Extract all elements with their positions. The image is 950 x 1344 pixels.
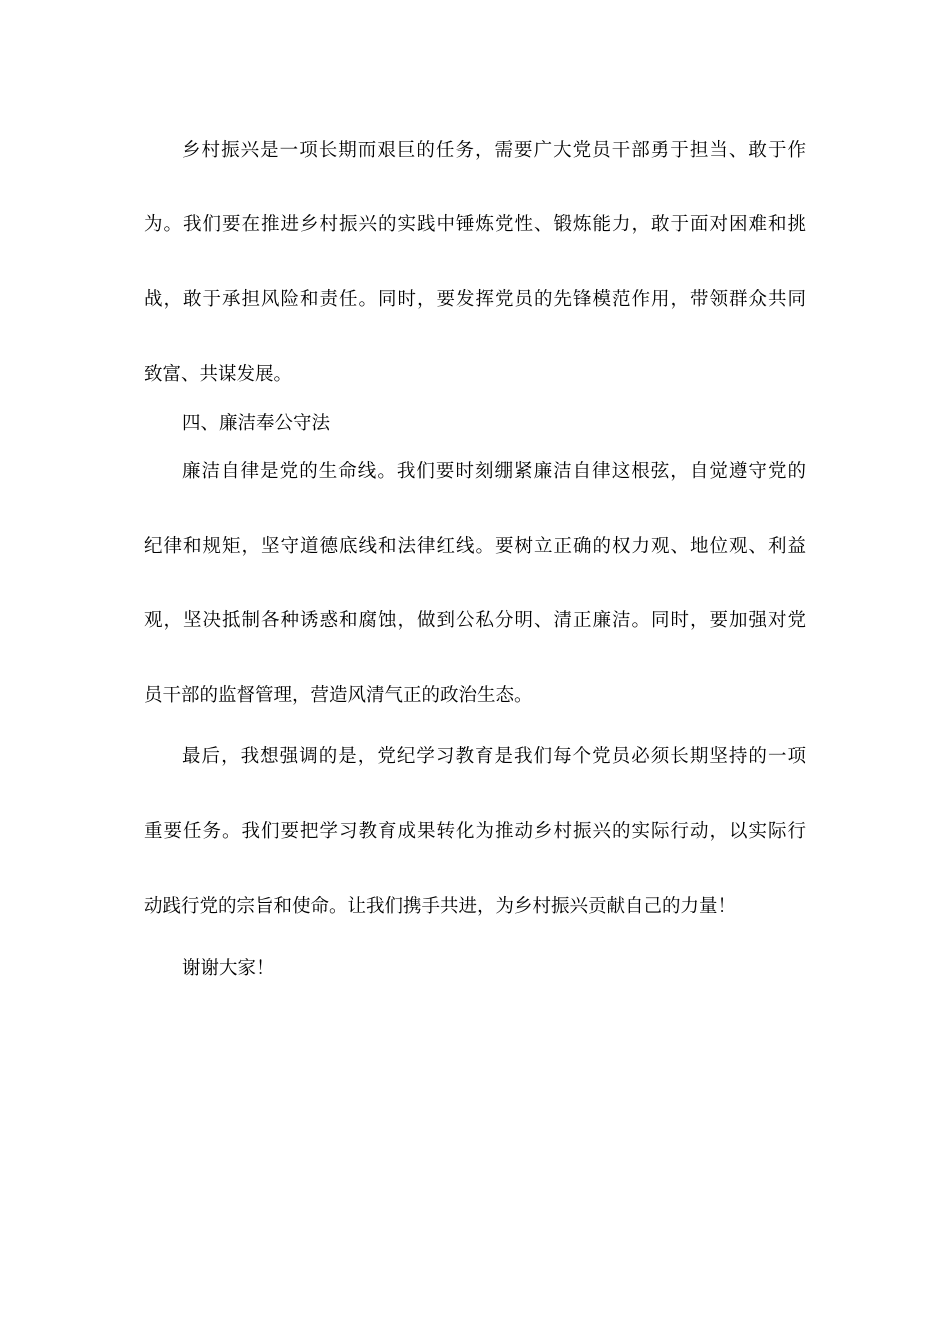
closing-line: 谢谢大家！ [182,958,275,979]
paragraph-2-line-4: 员干部的监督管理，营造风清气正的政治生态。 [144,685,533,706]
paragraph-3-line-1: 最后，我想强调的是，党纪学习教育是我们每个党员必须长期坚持的一项 [182,746,806,767]
paragraph-2-line-1: 廉洁自律是党的生命线。我们要时刻绷紧廉洁自律这根弦，自觉遵守党的 [182,461,806,482]
paragraph-2-line-3: 观，坚决抵制各种诱惑和腐蚀，做到公私分明、清正廉洁。同时，要加强对党 [144,610,806,631]
paragraph-1-line-3: 战，敢于承担风险和责任。同时，要发挥党员的先锋模范作用，带领群众共同 [144,289,806,310]
paragraph-3-line-3: 动践行党的宗旨和使命。让我们携手共进，为乡村振兴贡献自己的力量！ [144,896,737,917]
paragraph-1-line-2: 为。我们要在推进乡村振兴的实践中锤炼党性、锻炼能力，敢于面对困难和挑 [144,214,806,235]
paragraph-2-line-2: 纪律和规矩，坚守道德底线和法律红线。要树立正确的权力观、地位观、利益 [144,536,806,557]
section-heading: 四、廉洁奉公守法 [182,413,331,434]
paragraph-1-line-4: 致富、共谋发展。 [144,364,293,385]
paragraph-1-line-1: 乡村振兴是一项长期而艰巨的任务，需要广大党员干部勇于担当、敢于作 [182,140,806,161]
paragraph-3-line-2: 重要任务。我们要把学习教育成果转化为推动乡村振兴的实际行动，以实际行 [144,821,806,842]
